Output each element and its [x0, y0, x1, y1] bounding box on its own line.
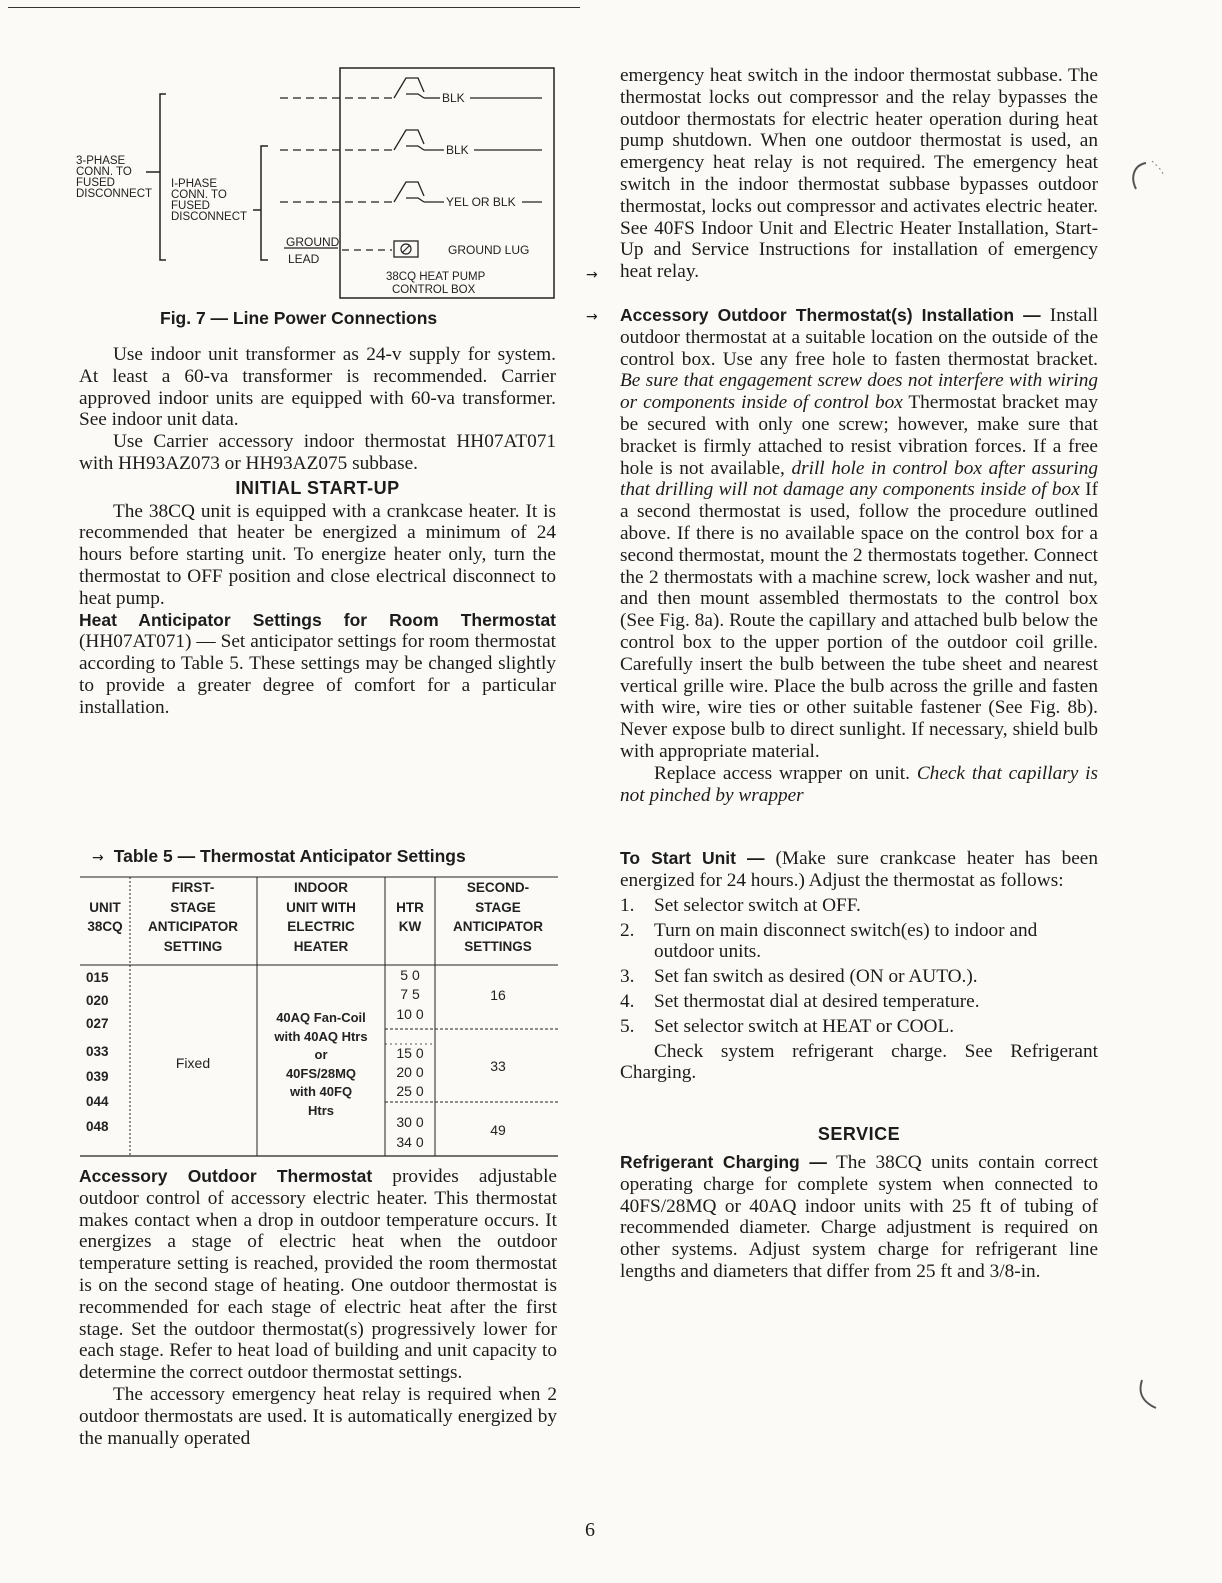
table-title-text: Table 5 — Thermostat Anticipator Settings: [113, 846, 466, 866]
one-phase-label-1: I-PHASE: [171, 178, 218, 190]
indoor-unit-line: 40FS/28MQ: [285, 1066, 357, 1081]
paragraph-start-unit: [620, 848, 1098, 892]
ground-lug-label: GROUND LUG: [448, 243, 530, 257]
second-stage-cell: 49: [490, 1122, 506, 1138]
refrigerant-text: The 38CQ units contain correct operating charge for complete system when connected to 40FS/28MQ or 40AQ indoor units with 25 ft of tubing of recommended diameter. Charge adjustment is required on other systems. Adjust system charge for refrigerant line lengths and diameters that differ from 25 ft and 3/8-in.: [620, 1152, 1098, 1283]
one-phase-label-3: FUSED: [171, 200, 210, 212]
installation-text-a: Install outdoor thermostat at a suitable location on the outside of the control box. Use any free hole to fasten thermostat bracket.: [620, 304, 1098, 370]
three-phase-label-4: DISCONNECT: [76, 188, 153, 200]
header-indoor-1: INDOOR: [294, 880, 348, 895]
indoor-unit-line: 40AQ Fan-Coil: [276, 1010, 366, 1025]
ground-lead-label-1: GROUND: [286, 235, 340, 249]
kw-cell: 7 5: [400, 986, 420, 1002]
accessory-outdoor-heading: Accessory Outdoor Thermostat: [79, 1166, 373, 1186]
unit-cell: 048: [86, 1119, 109, 1134]
unit-cell: 020: [86, 993, 109, 1008]
first-stage-cell: Fixed: [175, 1055, 211, 1071]
paragraph-replace-wrapper: [620, 763, 1098, 807]
one-phase-label-4: DISCONNECT: [171, 211, 248, 223]
paragraph-crankcase: The 38CQ unit is equipped with a crankcase heater. It is recommended that heater be energized a minimum of 24 hours before starting unit. To energize heater only, turn the thermostat to OFF position and close electrical disconnect to heat pump.: [79, 500, 556, 609]
refrigerant-heading: Refrigerant Charging —: [620, 1152, 827, 1173]
step-text: Set fan switch as desired (ON or AUTO.).: [654, 966, 978, 988]
paragraph-emergency-switch: emergency heat switch in the indoor thermostat subbase. The thermostat locks out compressor and the relay bypasses the outdoor thermostats for electric heater operation during heat pump shutdown. When one outdoor thermostat is used, an emergency heat relay is not required. The emergency heat switch in the indoor thermostat subbase bypasses outdoor thermostat, locks out compressor and activates electric heater. See 40FS Indoor Unit and Electric Heater Installation, Start-Up and Service Instructions for installation of emergency heat relay.: [620, 65, 1098, 283]
heading-initial-start-up: INITIAL START-UP: [235, 477, 400, 498]
start-steps-list: [620, 895, 1098, 1038]
list-item: [620, 966, 1098, 988]
header-unit-2: 38CQ: [87, 919, 123, 934]
left-column: [79, 344, 556, 719]
header-second-1: SECOND-: [466, 880, 530, 895]
control-box-label-1: 38CQ HEAT PUMP: [386, 271, 486, 283]
step-number: 2.: [620, 919, 635, 941]
indoor-unit-line: Htrs: [307, 1103, 335, 1118]
step-number: 3.: [620, 966, 635, 988]
header-second-3: ANTICIPATOR: [453, 919, 543, 934]
kw-cell: 10 0: [396, 1006, 424, 1022]
top-rule: [8, 7, 580, 8]
kw-cell: 20 0: [396, 1064, 424, 1080]
step-text: Set selector switch at OFF.: [654, 894, 861, 916]
kw-cell: 25 0: [396, 1083, 424, 1099]
kw-cell: 30 0: [396, 1114, 424, 1130]
one-phase-label-2: CONN. TO: [171, 189, 227, 201]
paragraph-check-charge: Check system refrigerant charge. See Refrigerant Charging.: [620, 1040, 1098, 1084]
margin-mark: [1124, 155, 1174, 205]
paragraph-installation-block: [586, 304, 1099, 763]
header-indoor-2: UNIT WITH: [286, 900, 356, 915]
paragraph-emergency-relay: The accessory emergency heat relay is required when 2 outdoor thermostats are used. It is automatically energized by the manually operated: [79, 1383, 557, 1449]
unit-cell: 039: [86, 1069, 109, 1084]
header-indoor-3: ELECTRIC: [287, 919, 355, 934]
terminal-symbol-2: [394, 130, 424, 150]
second-stage-cell: 16: [490, 987, 506, 1003]
left-column-lower: [79, 1166, 557, 1449]
accessory-outdoor-text: provides adjustable outdoor control of accessory electric heater. This thermostat makes contact when a drop in outdoor temperature occurs. It energizes a stage of electric heat when the outdoor temperature setting is reached, provided the room thermostat is on the second stage of heating. One outdoor thermostat is recommended for each stage of electric heat after the first stage. Set the outdoor thermostat(s) progressively lower for each stage. Refer to heat load of building and unit capacity to determine the correct outdoor thermostat settings.: [79, 1166, 557, 1384]
three-phase-bracket: [160, 94, 166, 260]
revision-arrow-icon: →: [586, 308, 598, 325]
anticipator-table: [80, 874, 558, 1160]
list-item: [620, 1016, 1098, 1038]
header-second-2: STAGE: [475, 900, 521, 915]
start-unit-text: (Make sure crankcase heater has been energized for 24 hours.) Adjust the thermostat as follows:: [620, 848, 1098, 892]
paragraph-accessory-outdoor: [79, 1166, 557, 1384]
terminal-symbol-3: [394, 182, 424, 202]
step-text: Set thermostat dial at desired temperature.: [654, 991, 980, 1013]
header-first-1: FIRST-: [171, 880, 215, 895]
step-text: Turn on main disconnect switch(es) to indoor and outdoor units.: [654, 919, 1038, 963]
installation-heading: Accessory Outdoor Thermostat(s) Installation —: [620, 304, 1041, 325]
kw-cell: 15 0: [396, 1045, 424, 1061]
paragraph-refrigerant-charging: [620, 1152, 1098, 1283]
paragraph-transformer: Use indoor unit transformer as 24-v supply for system. At least a 60-va transformer is recommended. Carrier approved indoor units are equipped with 60-va transformer. See indoor unit data.: [79, 344, 556, 431]
header-second-4: SETTINGS: [464, 939, 532, 954]
step-number: 1.: [620, 894, 635, 916]
paragraph-heat-anticipator: [79, 610, 556, 719]
start-unit-heading: To Start Unit —: [620, 848, 765, 869]
list-item: [620, 991, 1098, 1013]
header-htr-1: HTR: [396, 900, 424, 915]
header-indoor-4: HEATER: [293, 939, 349, 954]
second-stage-cell: 33: [490, 1058, 506, 1074]
paragraph-emergency-switch-block: [586, 65, 1098, 283]
header-first-4: SETTING: [163, 939, 223, 954]
installation-italic-2: drill hole in control box after assuring that drilling will not damage any components inside of box: [620, 457, 1099, 501]
step-text: Set selector switch at HEAT or COOL.: [654, 1015, 955, 1037]
three-phase-label-2: CONN. TO: [76, 166, 132, 178]
three-phase-label-1: 3-PHASE: [76, 155, 126, 167]
right-column: [586, 65, 1099, 1283]
wire-label-blk-2: BLK: [446, 143, 469, 157]
step-number: 4.: [620, 991, 635, 1013]
table-title: [92, 846, 466, 867]
paragraph-installation: [620, 305, 1098, 763]
replace-wrapper-text: Replace access wrapper on unit.: [654, 762, 910, 784]
line-power-diagram: [72, 60, 572, 310]
heat-anticipator-heading: Heat Anticipator Settings for Room Thermostat: [79, 609, 556, 630]
kw-cell: 34 0: [396, 1134, 424, 1150]
list-item: [620, 895, 1098, 917]
wire-label-yel-or-blk: YEL OR BLK: [446, 195, 516, 209]
terminal-symbol-1: [394, 78, 424, 98]
indoor-unit-line: with 40AQ Htrs: [274, 1029, 368, 1044]
page-number: 6: [585, 1519, 595, 1541]
replace-wrapper-italic: Check that capillary is not pinched by wrapper: [620, 762, 1098, 806]
list-item: [620, 920, 1098, 964]
unit-cell: 044: [86, 1094, 109, 1109]
installation-text-b: Thermostat bracket may be secured with only one screw; however, make sure that bracket is firmly attached to resist vibration forces. If a free hole is not available,: [620, 392, 1098, 479]
paragraph-thermostat: Use Carrier accessory indoor thermostat HH07AT071 with HH93AZ073 or HH93AZ075 subbase.: [79, 431, 556, 474]
kw-cell: 5 0: [400, 967, 420, 983]
step-number: 5.: [620, 1015, 635, 1037]
header-first-2: STAGE: [170, 900, 216, 915]
revision-arrow-icon: →: [586, 267, 598, 283]
margin-mark: [1134, 1378, 1174, 1418]
header-unit-1: UNIT: [89, 900, 121, 915]
unit-cell: 015: [86, 970, 109, 985]
unit-cell: 033: [86, 1044, 109, 1059]
header-first-3: ANTICIPATOR: [148, 919, 238, 934]
control-box-label-2: CONTROL BOX: [392, 284, 476, 296]
revision-arrow-icon: →: [92, 850, 104, 866]
figure-caption: Fig. 7 — Line Power Connections: [160, 308, 438, 328]
ground-lead-label-2: LEAD: [288, 252, 320, 266]
heat-anticipator-text: (HH07AT071) — Set anticipator settings for room thermostat according to Table 5. These settings may be changed slightly to provide a greater degree of comfort for a particular installation.: [79, 631, 556, 718]
unit-cell: 027: [86, 1016, 109, 1031]
three-phase-label-3: FUSED: [76, 177, 115, 189]
installation-italic-1: Be sure that engagement screw does not interfere with wiring or components inside of control box: [620, 370, 1098, 414]
header-htr-2: KW: [398, 919, 422, 934]
indoor-unit-line: with 40FQ: [289, 1084, 353, 1099]
indoor-unit-line: or: [314, 1047, 328, 1062]
one-phase-bracket: [261, 146, 268, 260]
installation-text-c: If a second thermostat is used, follow the procedure outlined above. If there is no available space on the control box for a second thermostat, mount the 2 thermostats together. Connect the 2 thermostats with a machine screw, lock washer and nut, and then mount assembled thermostats to the control box (See Fig. 8a). Route the capillary and attached bulb below the control box to the upper portion of the outdoor coil grille. Carefully insert the bulb between the tube sheet and nearest vertical grille wire. Place the bulb across the grille and fasten with wire, wire ties or other suitable fastener (See Fig. 8b). Never expose bulb to direct sunlight. If necessary, shield bulb with appropriate material.: [620, 479, 1098, 762]
wire-label-blk-1: BLK: [442, 91, 465, 105]
heading-service: SERVICE: [817, 1124, 901, 1145]
